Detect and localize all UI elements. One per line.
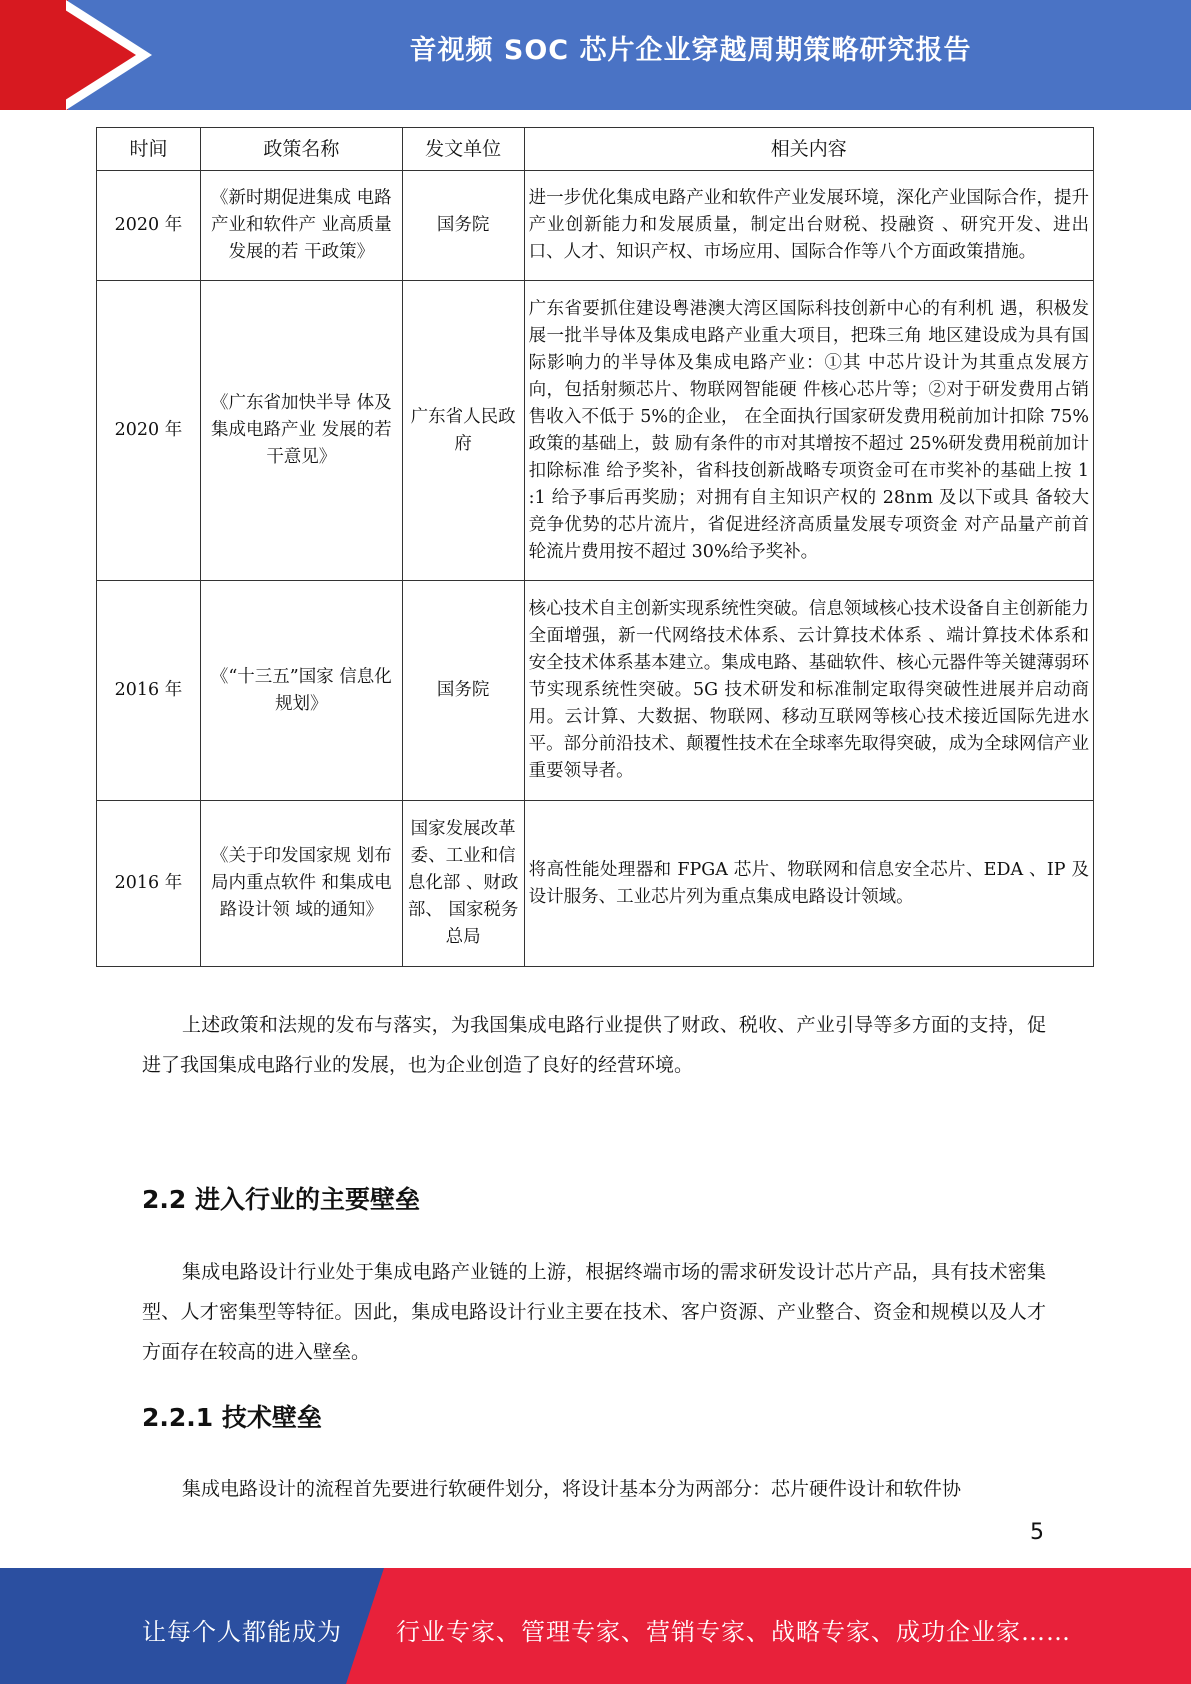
row-policy-name: 《关于印发国家规 划布局内重点软件 和集成电路设计领 域的通知》 — [200, 801, 402, 967]
section-heading-2-2-1: 2.2.1 技术壁垒 — [142, 1403, 322, 1432]
footer-slogan-left: 让每个人都能成为 — [142, 1618, 342, 1646]
row-content: 广东省要抓住建设粤港澳大湾区国际科技创新中心的有利机 遇，积极发展一批半导体及集成电路产业重大项目，把珠三角 地区建设成为具有国际影响力的半导体及集成电路产业：①其 中芯片设计为其重点发展方向，包括射频芯片、物联网智能硬 件核心芯片等；②对于研发费用占销售收入不低于 5%的企业， 在全面执行国家研发费用税前加计扣除 75%政策的基础上，鼓 励有条件的市对其增按不超过 25%研发费用税前加计扣除标准 给予奖补，省科技创新战略专项资金可在市奖补的基础上按 1 :1 给予事后再奖励；对拥有自主知识产权的 28nm 及以下或具 备较大竞争优势的芯片流片，省促进经济高质量发展专项资金 对产品量产前首轮流片费用按不超过 30%给予奖补。 — [524, 281, 1093, 581]
page-header — [0, 0, 1191, 110]
row-issuer: 国家发展改革委、工业和信息化部 、财政部、 国家税务 总局 — [402, 801, 524, 967]
row-policy-name: 《广东省加快半导 体及集成电路产业 发展的若干意见》 — [200, 281, 402, 581]
row-year: 2016 年 — [97, 801, 201, 967]
row-content: 将高性能处理器和 FPGA 芯片、物联网和信息安全芯片、EDA 、IP 及设计服务、工业芯片列为重点集成电路设计领域。 — [524, 801, 1093, 967]
row-policy-name: 《“十三五”国家 信息化规划》 — [200, 581, 402, 801]
row-policy-name: 《新时期促进集成 电路产业和软件产 业高质量发展的若 干政策》 — [200, 171, 402, 281]
row-year: 2016 年 — [97, 581, 201, 801]
row-year: 2020 年 — [97, 281, 201, 581]
row-content: 进一步优化集成电路产业和软件产业发展环境，深化产业国际合作，提升产业创新能力和发展质量，制定出台财税、投融资 、研究开发、进出口、人才、知识产权、市场应用、国际合作等八个方面政策措施。 — [524, 171, 1093, 281]
header-red-block — [0, 0, 68, 110]
section-heading-2-2: 2.2 进入行业的主要壁垒 — [142, 1185, 420, 1214]
body-paragraph: 集成电路设计的流程首先要进行软硬件划分，将设计基本分为两部分：芯片硬件设计和软件协 — [182, 1478, 962, 1500]
table-row — [97, 281, 1094, 581]
footer-slogan-right: 行业专家、管理专家、营销专家、战略专家、成功企业家…… — [396, 1618, 1071, 1646]
header-content: 相关内容 — [524, 128, 1093, 171]
row-year: 2020 年 — [97, 171, 201, 281]
row-issuer: 国务院 — [402, 581, 524, 801]
row-issuer: 广东省人民政府 — [402, 281, 524, 581]
table-row — [97, 171, 1094, 281]
row-issuer: 国务院 — [402, 171, 524, 281]
header-policy-name: 政策名称 — [200, 128, 402, 171]
header-issuer: 发文单位 — [402, 128, 524, 171]
table-header-row — [97, 128, 1094, 171]
report-title: 音视频 SOC 芯片企业穿越周期策略研究报告 — [409, 35, 972, 66]
body-paragraph: 集成电路设计行业处于集成电路产业链的上游，根据终端市场的需求研发设计芯片产品，具有技术密集型、人才密集型等特征。因此，集成电路设计行业主要在技术、客户资源、产业整合、资金和规模以及人才方面存在较高的进入壁垒。 — [142, 1261, 1046, 1363]
row-content: 核心技术自主创新实现系统性突破。信息领域核心技术设备自主创新能力全面增强，新一代网络技术体系、云计算技术体系 、端计算技术体系和安全技术体系基本建立。集成电路、基础软件、核心元器件等关键薄弱环节实现系统性突破。5G 技术研发和标准制定取得突破性进展并启动商用。云计算、大数据、物联网、移动互联网等核心技术接近国际先进水平。部分前沿技术、颠覆性技术在全球率先取得突破，成为全球网信产业重要领导者。 — [524, 581, 1093, 801]
body-paragraph: 上述政策和法规的发布与落实，为我国集成电路行业提供了财政、税收、产业引导等多方面的支持，促进了我国集成电路行业的发展，也为企业创造了良好的经营环境。 — [142, 1014, 1046, 1076]
table-row — [97, 581, 1094, 801]
header-chevron-fill — [62, 8, 136, 102]
page-number: 5 — [1030, 1520, 1044, 1545]
header-time: 时间 — [97, 128, 201, 171]
policy-table — [96, 127, 1094, 967]
table-row — [97, 801, 1094, 967]
